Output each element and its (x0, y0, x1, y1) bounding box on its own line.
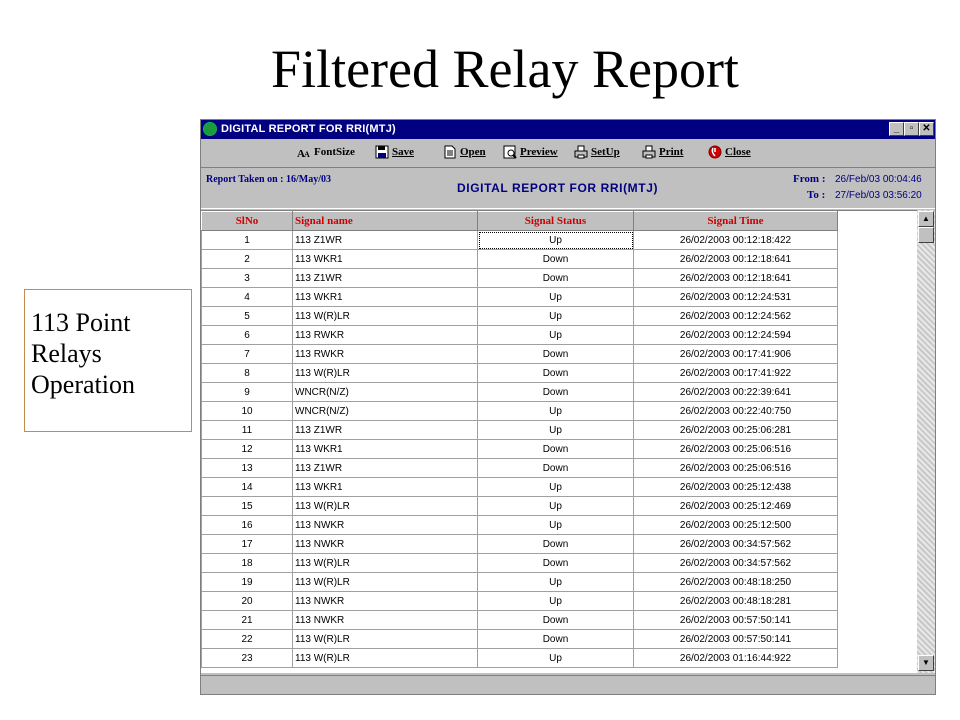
cell-signal-name[interactable]: 113 W(R)LR (293, 649, 478, 668)
cell-signal-status[interactable]: Down (478, 535, 634, 554)
cell-signal-time[interactable]: 26/02/2003 00:25:06:516 (634, 459, 838, 478)
font-size-icon (297, 145, 311, 159)
cell-signal-status[interactable]: Down (478, 269, 634, 288)
preview-label: Preview (520, 146, 558, 158)
cell-signal-name[interactable]: WNCR(N/Z) (293, 402, 478, 421)
from-label: From : (793, 173, 826, 185)
cell-slno[interactable]: 17 (202, 535, 293, 554)
note-line: 113 Point (31, 308, 131, 337)
cell-signal-name[interactable]: 113 W(R)LR (293, 307, 478, 326)
cell-signal-time[interactable]: 26/02/2003 00:57:50:141 (634, 630, 838, 649)
fontsize-label: FontSize (314, 146, 355, 158)
cell-signal-status[interactable]: Up (478, 326, 634, 345)
save-label: Save (392, 146, 414, 158)
cell-slno[interactable]: 10 (202, 402, 293, 421)
cell-signal-time[interactable]: 26/02/2003 00:12:18:422 (634, 231, 838, 250)
preview-icon (503, 145, 517, 159)
cell-signal-name[interactable]: 113 NWKR (293, 516, 478, 535)
report-heading: DIGITAL REPORT FOR RRI(MTJ) (457, 181, 659, 195)
from-value: 26/Feb/03 00:04:46 (835, 174, 922, 185)
note-line: Relays (31, 339, 102, 368)
close-circle-icon (708, 145, 722, 159)
cell-signal-time[interactable]: 26/02/2003 00:25:12:438 (634, 478, 838, 497)
window-title: DIGITAL REPORT FOR RRI(MTJ) (221, 123, 396, 135)
cell-signal-time[interactable]: 26/02/2003 00:12:24:562 (634, 307, 838, 326)
cell-slno[interactable]: 21 (202, 611, 293, 630)
maximize-button[interactable]: ▫ (904, 122, 919, 136)
cell-signal-status[interactable]: Up (478, 231, 634, 250)
to-label: To : (807, 189, 826, 201)
toolbar (201, 141, 935, 166)
cell-signal-status[interactable]: Down (478, 554, 634, 573)
cell-slno[interactable]: 5 (202, 307, 293, 326)
cell-signal-time[interactable]: 26/02/2003 00:25:12:469 (634, 497, 838, 516)
cell-signal-name[interactable]: 113 RWKR (293, 345, 478, 364)
scroll-thumb[interactable] (918, 227, 934, 243)
cell-slno[interactable]: 12 (202, 440, 293, 459)
cell-signal-status[interactable]: Down (478, 630, 634, 649)
table-row[interactable] (202, 402, 838, 421)
note-line: Operation (31, 370, 135, 399)
table-row[interactable] (202, 630, 838, 649)
cell-signal-name[interactable]: 113 WKR1 (293, 440, 478, 459)
svg-text:A: A (297, 148, 305, 159)
column-header-slno[interactable]: SlNo (202, 212, 293, 231)
cell-signal-name[interactable]: WNCR(N/Z) (293, 383, 478, 402)
report-grid[interactable] (201, 210, 917, 673)
cell-signal-name[interactable]: 113 W(R)LR (293, 630, 478, 649)
cell-slno[interactable]: 16 (202, 516, 293, 535)
cell-signal-time[interactable]: 26/02/2003 00:12:24:531 (634, 288, 838, 307)
cell-signal-time[interactable]: 26/02/2003 00:17:41:906 (634, 345, 838, 364)
svg-text:A: A (304, 150, 310, 159)
cell-signal-time[interactable]: 26/02/2003 00:12:18:641 (634, 250, 838, 269)
cell-signal-name[interactable]: 113 Z1WR (293, 459, 478, 478)
cell-slno[interactable]: 2 (202, 250, 293, 269)
note-callout (24, 289, 192, 432)
cell-signal-time[interactable]: 26/02/2003 00:22:40:750 (634, 402, 838, 421)
cell-signal-status[interactable]: Down (478, 364, 634, 383)
close-label: Close (725, 146, 751, 158)
table-row[interactable] (202, 592, 838, 611)
open-label: Open (460, 146, 486, 158)
vertical-scrollbar[interactable] (917, 210, 935, 673)
fontsize-button[interactable] (297, 145, 355, 163)
cell-signal-status[interactable]: Up (478, 592, 634, 611)
cell-slno[interactable]: 20 (202, 592, 293, 611)
cell-signal-time[interactable]: 26/02/2003 00:25:06:516 (634, 440, 838, 459)
cell-signal-name[interactable]: 113 NWKR (293, 535, 478, 554)
cell-signal-name[interactable]: 113 W(R)LR (293, 364, 478, 383)
cell-signal-name[interactable]: 113 Z1WR (293, 269, 478, 288)
close-window-button[interactable]: ✕ (919, 122, 934, 136)
printer-setup-icon (574, 145, 588, 159)
setup-button[interactable] (574, 145, 620, 163)
save-button[interactable] (375, 145, 414, 163)
table-row[interactable] (202, 231, 838, 250)
cell-signal-status[interactable]: Up (478, 402, 634, 421)
column-header-signal-time[interactable]: Signal Time (634, 212, 838, 231)
table-row[interactable] (202, 497, 838, 516)
table-row[interactable] (202, 478, 838, 497)
cell-signal-time[interactable]: 26/02/2003 00:25:06:281 (634, 421, 838, 440)
cell-slno[interactable]: 22 (202, 630, 293, 649)
cell-slno[interactable]: 14 (202, 478, 293, 497)
table-row[interactable] (202, 383, 838, 402)
app-icon (203, 122, 217, 136)
preview-button[interactable] (503, 145, 558, 163)
cell-signal-status[interactable]: Up (478, 573, 634, 592)
cell-slno[interactable]: 13 (202, 459, 293, 478)
cell-signal-status[interactable]: Up (478, 307, 634, 326)
cell-signal-status[interactable]: Up (478, 497, 634, 516)
cell-signal-time[interactable]: 26/02/2003 00:17:41:922 (634, 364, 838, 383)
cell-signal-status[interactable]: Down (478, 345, 634, 364)
table-row[interactable] (202, 326, 838, 345)
cell-signal-name[interactable]: 113 Z1WR (293, 421, 478, 440)
cell-signal-name[interactable]: 113 NWKR (293, 611, 478, 630)
cell-signal-name[interactable]: 113 RWKR (293, 326, 478, 345)
table-row[interactable] (202, 364, 838, 383)
column-header-signal-name[interactable]: Signal name (293, 212, 478, 231)
cell-slno[interactable]: 15 (202, 497, 293, 516)
cell-signal-time[interactable]: 26/02/2003 00:34:57:562 (634, 535, 838, 554)
cell-signal-time[interactable]: 26/02/2003 00:12:18:641 (634, 269, 838, 288)
cell-signal-name[interactable]: 113 NWKR (293, 592, 478, 611)
cell-signal-time[interactable]: 26/02/2003 00:57:50:141 (634, 611, 838, 630)
window-titlebar[interactable] (201, 120, 935, 139)
table-row[interactable] (202, 611, 838, 630)
cell-slno[interactable]: 7 (202, 345, 293, 364)
save-icon (375, 145, 389, 159)
cell-signal-status[interactable]: Up (478, 288, 634, 307)
cell-signal-time[interactable]: 26/02/2003 00:25:12:500 (634, 516, 838, 535)
cell-slno[interactable]: 18 (202, 554, 293, 573)
cell-signal-status[interactable]: Up (478, 421, 634, 440)
setup-label: SetUp (591, 146, 620, 158)
cell-signal-status[interactable]: Down (478, 440, 634, 459)
table-header-row (202, 212, 838, 231)
cell-signal-time[interactable]: 26/02/2003 00:22:39:641 (634, 383, 838, 402)
cell-slno[interactable]: 1 (202, 231, 293, 250)
report-taken-date: Report Taken on : 16/May/03 (206, 174, 332, 185)
cell-slno[interactable]: 11 (202, 421, 293, 440)
scroll-up-arrow-icon[interactable]: ▲ (918, 211, 934, 227)
report-table (201, 211, 838, 668)
table-row[interactable] (202, 535, 838, 554)
table-row[interactable] (202, 307, 838, 326)
cell-signal-name[interactable]: 113 W(R)LR (293, 554, 478, 573)
printer-icon (642, 145, 656, 159)
column-header-signal-status[interactable]: Signal Status (478, 212, 634, 231)
minimize-button[interactable]: _ (889, 122, 904, 136)
slide-title: Filtered Relay Report (271, 39, 739, 99)
cell-signal-status[interactable]: Down (478, 459, 634, 478)
cell-signal-time[interactable]: 26/02/2003 00:34:57:562 (634, 554, 838, 573)
table-row[interactable] (202, 440, 838, 459)
horizontal-scrollbar[interactable] (201, 675, 935, 691)
report-header (201, 167, 935, 209)
cell-signal-name[interactable]: 113 Z1WR (293, 231, 478, 250)
open-document-icon (443, 145, 457, 159)
cell-slno[interactable]: 9 (202, 383, 293, 402)
cell-signal-status[interactable]: Up (478, 516, 634, 535)
cell-signal-name[interactable]: 113 W(R)LR (293, 573, 478, 592)
cell-slno[interactable]: 4 (202, 288, 293, 307)
open-button[interactable] (443, 145, 486, 163)
cell-signal-status[interactable]: Down (478, 250, 634, 269)
print-button[interactable] (642, 145, 683, 163)
cell-signal-name[interactable]: 113 WKR1 (293, 250, 478, 269)
cell-signal-name[interactable]: 113 WKR1 (293, 288, 478, 307)
cell-signal-status[interactable]: Down (478, 383, 634, 402)
report-window (200, 119, 936, 695)
table-row[interactable] (202, 288, 838, 307)
table-row[interactable] (202, 345, 838, 364)
cell-slno[interactable]: 19 (202, 573, 293, 592)
cell-slno[interactable]: 8 (202, 364, 293, 383)
cell-signal-status[interactable]: Down (478, 611, 634, 630)
cell-signal-name[interactable]: 113 WKR1 (293, 478, 478, 497)
close-button[interactable] (708, 145, 751, 163)
cell-signal-status[interactable]: Up (478, 478, 634, 497)
table-row[interactable] (202, 269, 838, 288)
table-row[interactable] (202, 421, 838, 440)
cell-signal-time[interactable]: 26/02/2003 00:48:18:250 (634, 573, 838, 592)
table-row[interactable] (202, 459, 838, 478)
cell-signal-time[interactable]: 26/02/2003 00:48:18:281 (634, 592, 838, 611)
to-value: 27/Feb/03 03:56:20 (835, 190, 922, 201)
table-row[interactable] (202, 554, 838, 573)
cell-signal-time[interactable]: 26/02/2003 00:12:24:594 (634, 326, 838, 345)
table-row[interactable] (202, 516, 838, 535)
cell-signal-status[interactable]: Up (478, 649, 634, 668)
cell-slno[interactable]: 3 (202, 269, 293, 288)
table-row[interactable] (202, 573, 838, 592)
scroll-down-arrow-icon[interactable]: ▼ (918, 655, 934, 671)
print-label: Print (659, 146, 684, 158)
cell-signal-time[interactable]: 26/02/2003 01:16:44:922 (634, 649, 838, 668)
table-row[interactable] (202, 649, 838, 668)
cell-slno[interactable]: 23 (202, 649, 293, 668)
table-row[interactable] (202, 250, 838, 269)
cell-signal-name[interactable]: 113 W(R)LR (293, 497, 478, 516)
cell-slno[interactable]: 6 (202, 326, 293, 345)
